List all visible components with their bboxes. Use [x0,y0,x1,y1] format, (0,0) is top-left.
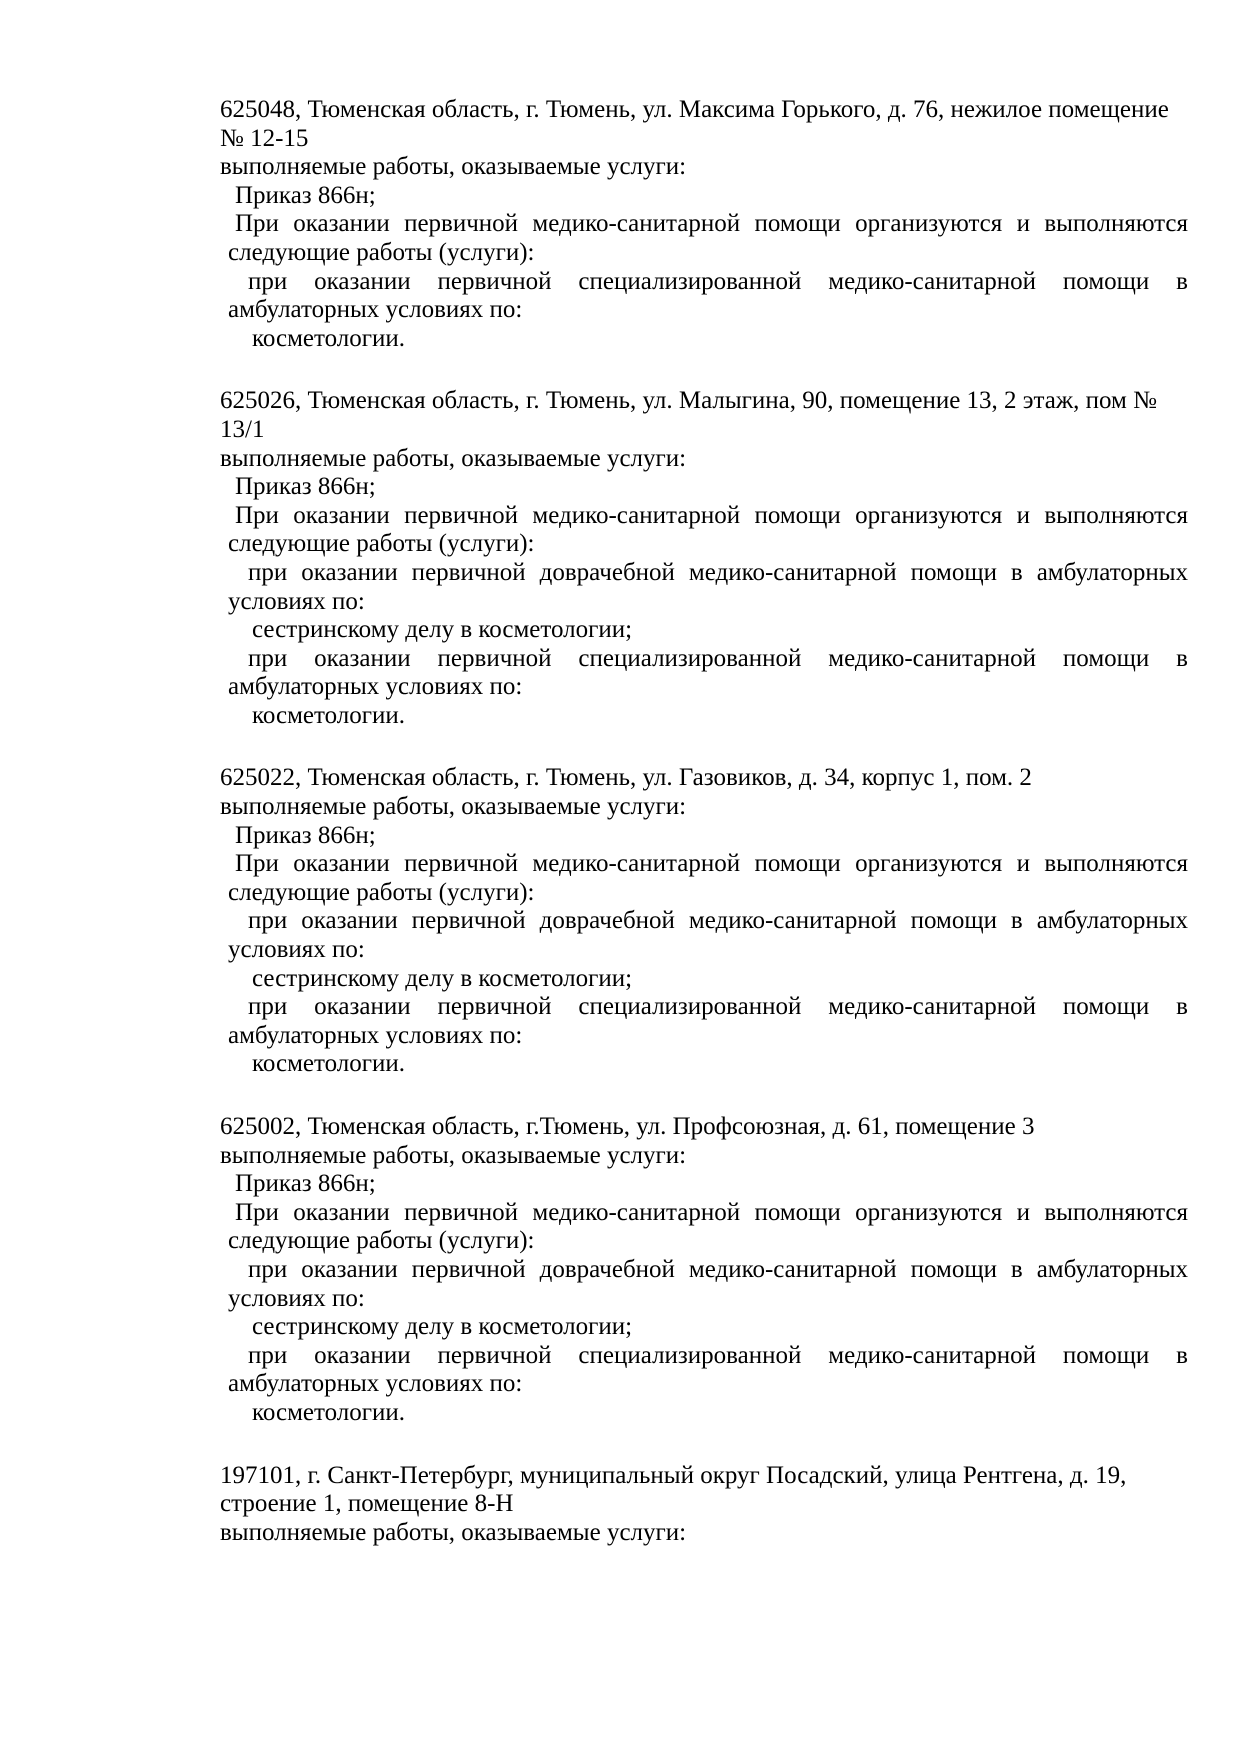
service-paragraph-sub: при оказании первичной доврачебной медико-санитарной помощи в амбулаторных условиях по: [228,558,1188,615]
works-services-label: выполняемые работы, оказываемые услуги: [220,1518,687,1546]
service-paragraph-sub: при оказании первичной специализированной медико-санитарной помощи в амбулаторных условиях по: [228,644,1188,701]
service-paragraph-main: При оказании первичной медико-санитарной помощи организуются и выполняются следующие работы (услуги): [228,1198,1188,1255]
service-paragraph-item: сестринскому делу в косметологии; [252,616,633,644]
service-paragraph-item: косметологии. [252,1050,406,1078]
address-line: 197101, г. Санкт-Петербург, муниципальный округ Посадский, улица Рентгена, д. 19, строение 1, помещение 8-Н [220,1461,1127,1518]
service-paragraph-item: сестринскому делу в косметологии; [252,1313,633,1341]
service-paragraph-order: Приказ 866н; [235,181,376,209]
address-entry [220,96,1188,353]
address-entry [220,764,1188,1079]
service-paragraph-sub: при оказании первичной специализированной медико-санитарной помощи в амбулаторных условиях по: [228,267,1188,324]
service-paragraph-item: сестринскому делу в косметологии; [252,964,633,992]
address-line: 625026, Тюменская область, г. Тюмень, ул. Малыгина, 90, помещение 13, 2 этаж, пом № 13/1 [220,387,1157,443]
address-entry [220,1462,1188,1548]
address-entry [220,387,1188,730]
service-paragraph-sub: при оказании первичной доврачебной медико-санитарной помощи в амбулаторных условиях по: [228,1255,1188,1312]
address-line: 625022, Тюменская область, г. Тюмень, ул. Газовиков, д. 34, корпус 1, пом. 2 [220,764,1032,792]
service-paragraph-main: При оказании первичной медико-санитарной помощи организуются и выполняются следующие работы (услуги): [228,501,1188,558]
service-paragraph-item: косметологии. [252,701,406,729]
service-paragraph-main: При оказании первичной медико-санитарной помощи организуются и выполняются следующие работы (услуги): [228,210,1188,266]
service-paragraph-item: косметологии. [252,324,406,352]
service-paragraph-sub: при оказании первичной специализированной медико-санитарной помощи в амбулаторных условиях по: [228,1341,1188,1398]
service-paragraph-item: косметологии. [252,1398,406,1426]
address-line: 625002, Тюменская область, г.Тюмень, ул. Профсоюзная, д. 61, помещение 3 [220,1113,1035,1140]
works-services-label: выполняемые работы, оказываемые услуги: [220,153,687,181]
address-line: 625048, Тюменская область, г. Тюмень, ул. Максима Горького, д. 76, нежилое помещение № 12-15 [220,96,1169,152]
service-paragraph-order: Приказ 866н; [235,473,376,501]
service-paragraph-order: Приказ 866н; [235,1170,376,1198]
works-services-label: выполняемые работы, оказываемые услуги: [220,1141,687,1169]
works-services-label: выполняемые работы, оказываемые услуги: [220,444,687,472]
works-services-label: выполняемые работы, оказываемые услуги: [220,793,687,821]
entries-container [220,0,1188,1547]
service-paragraph-main: При оказании первичной медико-санитарной помощи организуются и выполняются следующие работы (услуги): [228,850,1188,906]
address-entry [220,1113,1188,1428]
service-paragraph-sub: при оказании первичной специализированной медико-санитарной помощи в амбулаторных условиях по: [228,993,1188,1049]
service-paragraph-sub: при оказании первичной доврачебной медико-санитарной помощи в амбулаторных условиях по: [228,907,1188,964]
service-paragraph-order: Приказ 866н; [235,821,376,849]
